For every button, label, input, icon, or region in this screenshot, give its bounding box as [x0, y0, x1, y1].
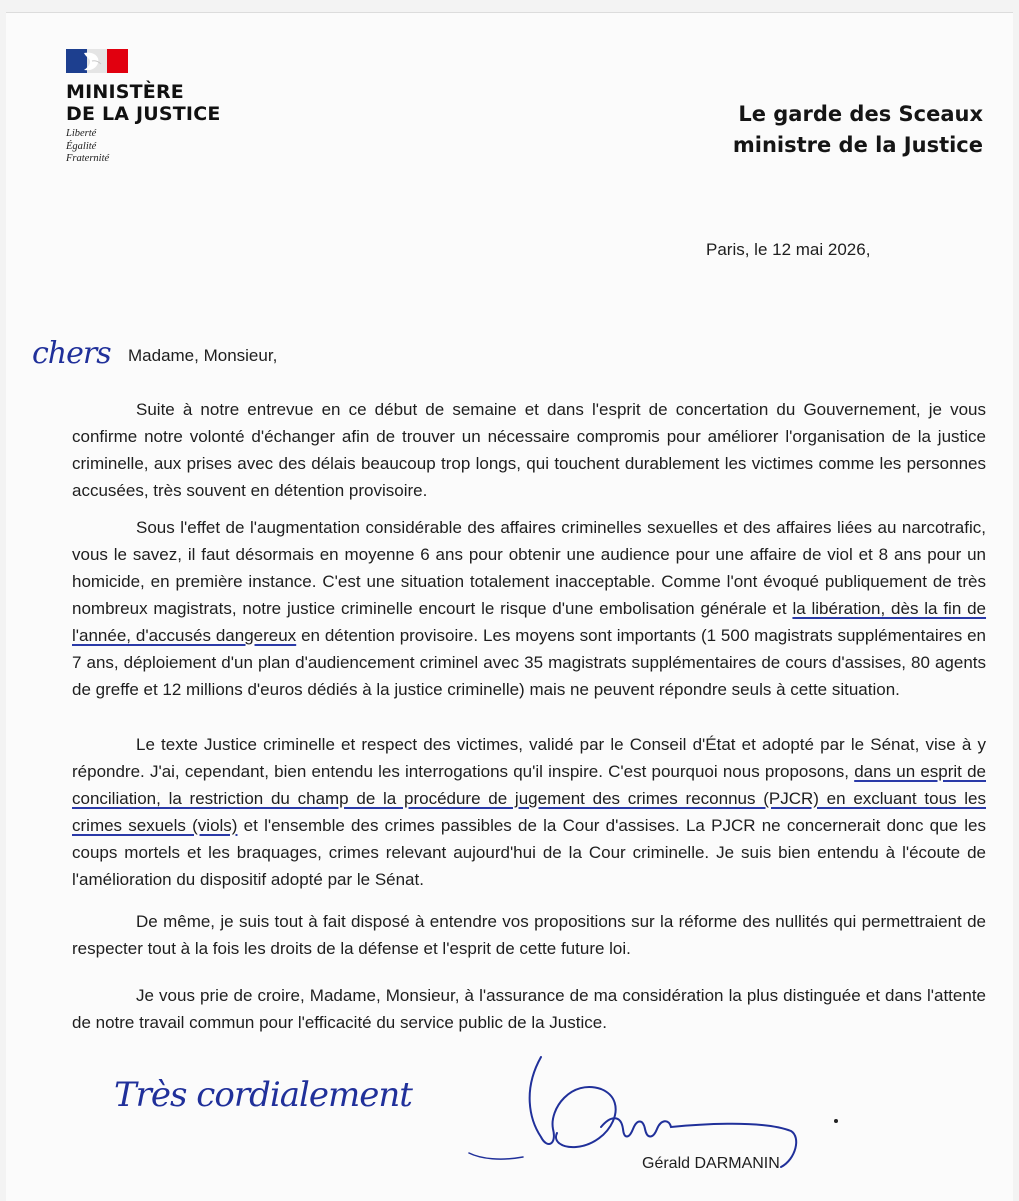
- paragraph-1-text: Suite à notre entrevue en ce début de semaine et dans l'esprit de concertation du Gouvernement, je vous confirme notre volonté d'échanger afin de trouver un nécessaire compromis pour améliorer l'organisation de la justice criminelle, aux prises avec des délais beaucoup trop longs, qui touchent durablement les victimes comme les personnes accusées, très souvent en détention provisoire.: [72, 400, 986, 500]
- paragraph-3-text-b: et l'ensemble des crimes passibles de la Cour d'assises. La PJCR ne concernerait donc que les coups mortels et les braquages, crimes relevant aujourd'hui de la Cour criminelle. Je suis bien entendu à l'écoute de l'amélioration du dispositif adopté par le Sénat.: [72, 816, 986, 889]
- ministry-name-line1: MINISTÈRE: [66, 81, 184, 103]
- paragraph-3-underlined-passage: dans un esprit de conciliation, la restriction du champ de la procédure de jugement des crimes reconnus (PJCR) en excluant tous les crimes sexuels (viols): [72, 762, 986, 835]
- motto-fraternite: Fraternité: [66, 153, 110, 164]
- paragraph-2: [72, 514, 986, 703]
- motto-egalite: Égalité: [66, 140, 97, 152]
- paragraph-4: [72, 908, 986, 962]
- paragraph-2-text-a: Sous l'effet de l'augmentation considérable des affaires criminelles sexuelles et des affaires liées au narcotrafic, vous le savez, il faut désormais en moyenne 6 ans pour obtenir une audience pour une affaire de viol et 8 ans pour un homicide, en première instance. C'est une situation totalement inacceptable. Comme l'ont évoqué publiquement de très nombreux magistrats, notre justice criminelle encourt le risque d'une embolisation générale et: [72, 518, 986, 618]
- paragraph-1: [72, 396, 986, 504]
- handwritten-closing: Très cordialement: [114, 1075, 412, 1115]
- salutation: Madame, Monsieur,: [128, 346, 278, 365]
- motto-liberte: Liberté: [66, 128, 97, 139]
- paragraph-2-underlined-passage: la libération, dès la fin de l'année, d'accusés dangereux: [72, 599, 987, 645]
- ministry-name-line2: DE LA JUSTICE: [66, 103, 221, 125]
- marianne-flag-icon: [66, 49, 128, 73]
- date-line: Paris, le 12 mai 2026,: [706, 240, 871, 259]
- signer-name: Gérald DARMANIN: [642, 1155, 780, 1172]
- ink-dot: [834, 1119, 838, 1123]
- paragraph-4-text: De même, je suis tout à fait disposé à entendre vos propositions sur la réforme des nullités qui permettraient de respecter tout à la fois les droits de la défense et l'esprit de cette future loi.: [72, 912, 986, 958]
- paragraph-5-text: Je vous prie de croire, Madame, Monsieur, à l'assurance de ma considération la plus distinguée et dans l'attente de notre travail commun pour l'efficacité du service public de la Justice.: [72, 986, 986, 1032]
- paragraph-2-text-b: en détention provisoire. Les moyens sont importants (1 500 magistrats supplémentaires en 7 ans, déploiement d'un plan d'audiencement criminel avec 35 magistrats supplémentaires de cours d'assises, 80 agents de greffe et 12 millions d'euros dédiés à la justice criminelle) mais ne peuvent répondre seuls à cette situation.: [72, 626, 986, 699]
- sender-line1: Le garde des Sceaux: [738, 102, 983, 126]
- ministry-name: [66, 81, 266, 125]
- republic-motto: [66, 128, 186, 166]
- letter-page: [6, 12, 1013, 1201]
- paragraph-3: [72, 731, 986, 893]
- handwritten-salutation: chers: [32, 336, 111, 371]
- sender-line2: ministre de la Justice: [732, 133, 983, 157]
- sender-title: [653, 99, 983, 161]
- paragraph-3-text-a: Le texte Justice criminelle et respect des victimes, validé par le Conseil d'État et adopté par le Sénat, vise à y répondre. J'ai, cependant, bien entendu les interrogations qu'il inspire. C'est pourquoi nous proposons,: [72, 735, 986, 781]
- paragraph-5: [72, 982, 986, 1036]
- handwritten-signature: [461, 1049, 851, 1169]
